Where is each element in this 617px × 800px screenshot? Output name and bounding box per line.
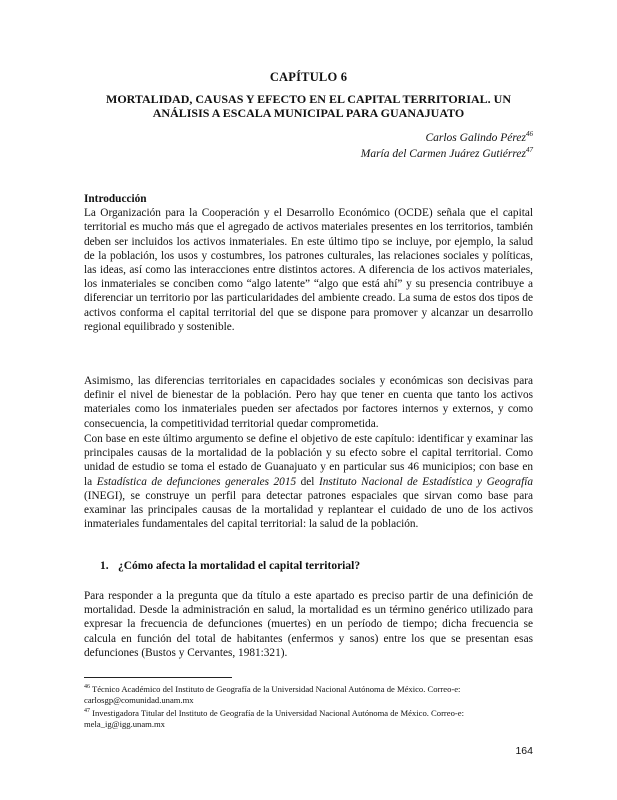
author-2-footnote-mark[interactable]: 47 xyxy=(526,145,533,154)
introduction-heading: Introducción xyxy=(84,193,147,205)
footnote-46-text: Técnico Académico del Instituto de Geografía de la Universidad Nacional Autónoma de México. Correo-e: carlosgp@comunidad.unam.mx xyxy=(84,684,461,705)
footnote-47 xyxy=(84,708,533,730)
author-1-footnote-mark[interactable]: 46 xyxy=(526,130,533,139)
footnote-separator xyxy=(84,677,232,678)
chapter-title xyxy=(70,92,547,120)
paragraph-3-part-a: Con base en este último argumento se define el objetivo de este capítulo: identificar y examinar las principales causas de la mortalidad de la población y su efecto sobre el capital territorial. Como unidad de estudio se toma el estado de Guanajuato y en particular sus 46 municipios; con base en la xyxy=(84,433,533,488)
section-heading xyxy=(100,560,360,572)
footnote-46-mark: 46 xyxy=(84,684,90,691)
chapter-title-line-1: MORTALIDAD, CAUSAS Y EFECTO EN EL CAPITAL TERRITORIAL. UN xyxy=(106,92,511,106)
paragraph-3-part-b: del xyxy=(296,475,319,488)
author-2-name: María del Carmen Juárez Gutiérrez xyxy=(360,147,526,160)
author-2 xyxy=(361,147,533,163)
footnote-47-mark: 47 xyxy=(84,708,90,715)
author-1 xyxy=(361,131,533,147)
paragraph-1: La Organización para la Cooperación y el Desarrollo Económico (OCDE) señala que el capital territorial es mucho más que el agregado de activos materiales presentes en los territorios, también deben ser incluidos los activos inmateriales. En este último tipo se incluye, por ejemplo, la salud de la población, los usos y costumbres, los patrones culturales, las relaciones sociales y políticas, las ideas, así como las interacciones entre distintos actores. A diferencia de los activos materiales, los inmateriales se conciben como “algo latente” “algo que está ahí” y su presencia contribuye a diferenciar un territorio por las particularidades del ambiente creado. La suma de estos dos tipos de activos conforma el capital territorial del que se dispone para promover y alcanzar un desarrollo regional equilibrado y sostenible. xyxy=(84,207,533,333)
chapter-title-line-2: ANÁLISIS A ESCALA MUNICIPAL PARA GUANAJUATO xyxy=(152,106,465,120)
introduction-section xyxy=(84,192,533,334)
paragraph-3-italic-2: Instituto Nacional de Estadística y Geografía xyxy=(318,475,534,488)
section-number: 1. xyxy=(100,560,109,572)
section-title: ¿Cómo afecta la mortalidad el capital territorial? xyxy=(118,560,361,572)
paragraph-2: Asimismo, las diferencias territoriales en capacidades sociales y económicas son decisivas para definir el nivel de bienestar de la población. Pero hay que tener en cuenta que tanto los activos materiales como los inmateriales pueden ser afectados por factores internos y externos, y como consecuencia, la competitividad territorial quedar comprometida. xyxy=(84,375,533,430)
paragraph-3-italic-1: Estadística de defunciones generales 2015 xyxy=(96,475,297,488)
footnote-46 xyxy=(84,684,533,706)
page-number: 164 xyxy=(515,745,533,757)
paragraph-3-part-c: (INEGI), se construye un perfil para detectar patrones espaciales que sirvan como base para examinar las principales causas de la mortalidad y replantear el cuidado de uno de los activos inmateriales fundamentales del capital territorial: la salud de la población. xyxy=(84,489,533,531)
chapter-label: CAPÍTULO 6 xyxy=(269,70,348,84)
author-list xyxy=(361,131,533,162)
footnote-47-text: Investigadora Titular del Instituto de Geografía de la Universidad Nacional Autónoma de México. Correo-e: mela_ig@igg.unam.mx xyxy=(84,708,464,729)
paragraph-3 xyxy=(84,432,533,531)
paragraph-4: Para responder a la pregunta que da título a este apartado es preciso partir de una definición de mortalidad. Desde la administración en salud, la mortalidad es un término genérico utilizado para expresar la frecuencia de defunciones (muertes) en un período de tiempo; dicha frecuencia se calcula en función del total de habitantes (enfermos y sanos) entre los que se presentan esas defunciones (Bustos y Cervantes, 1981:321). xyxy=(84,590,533,659)
author-1-name: Carlos Galindo Pérez xyxy=(425,132,526,144)
